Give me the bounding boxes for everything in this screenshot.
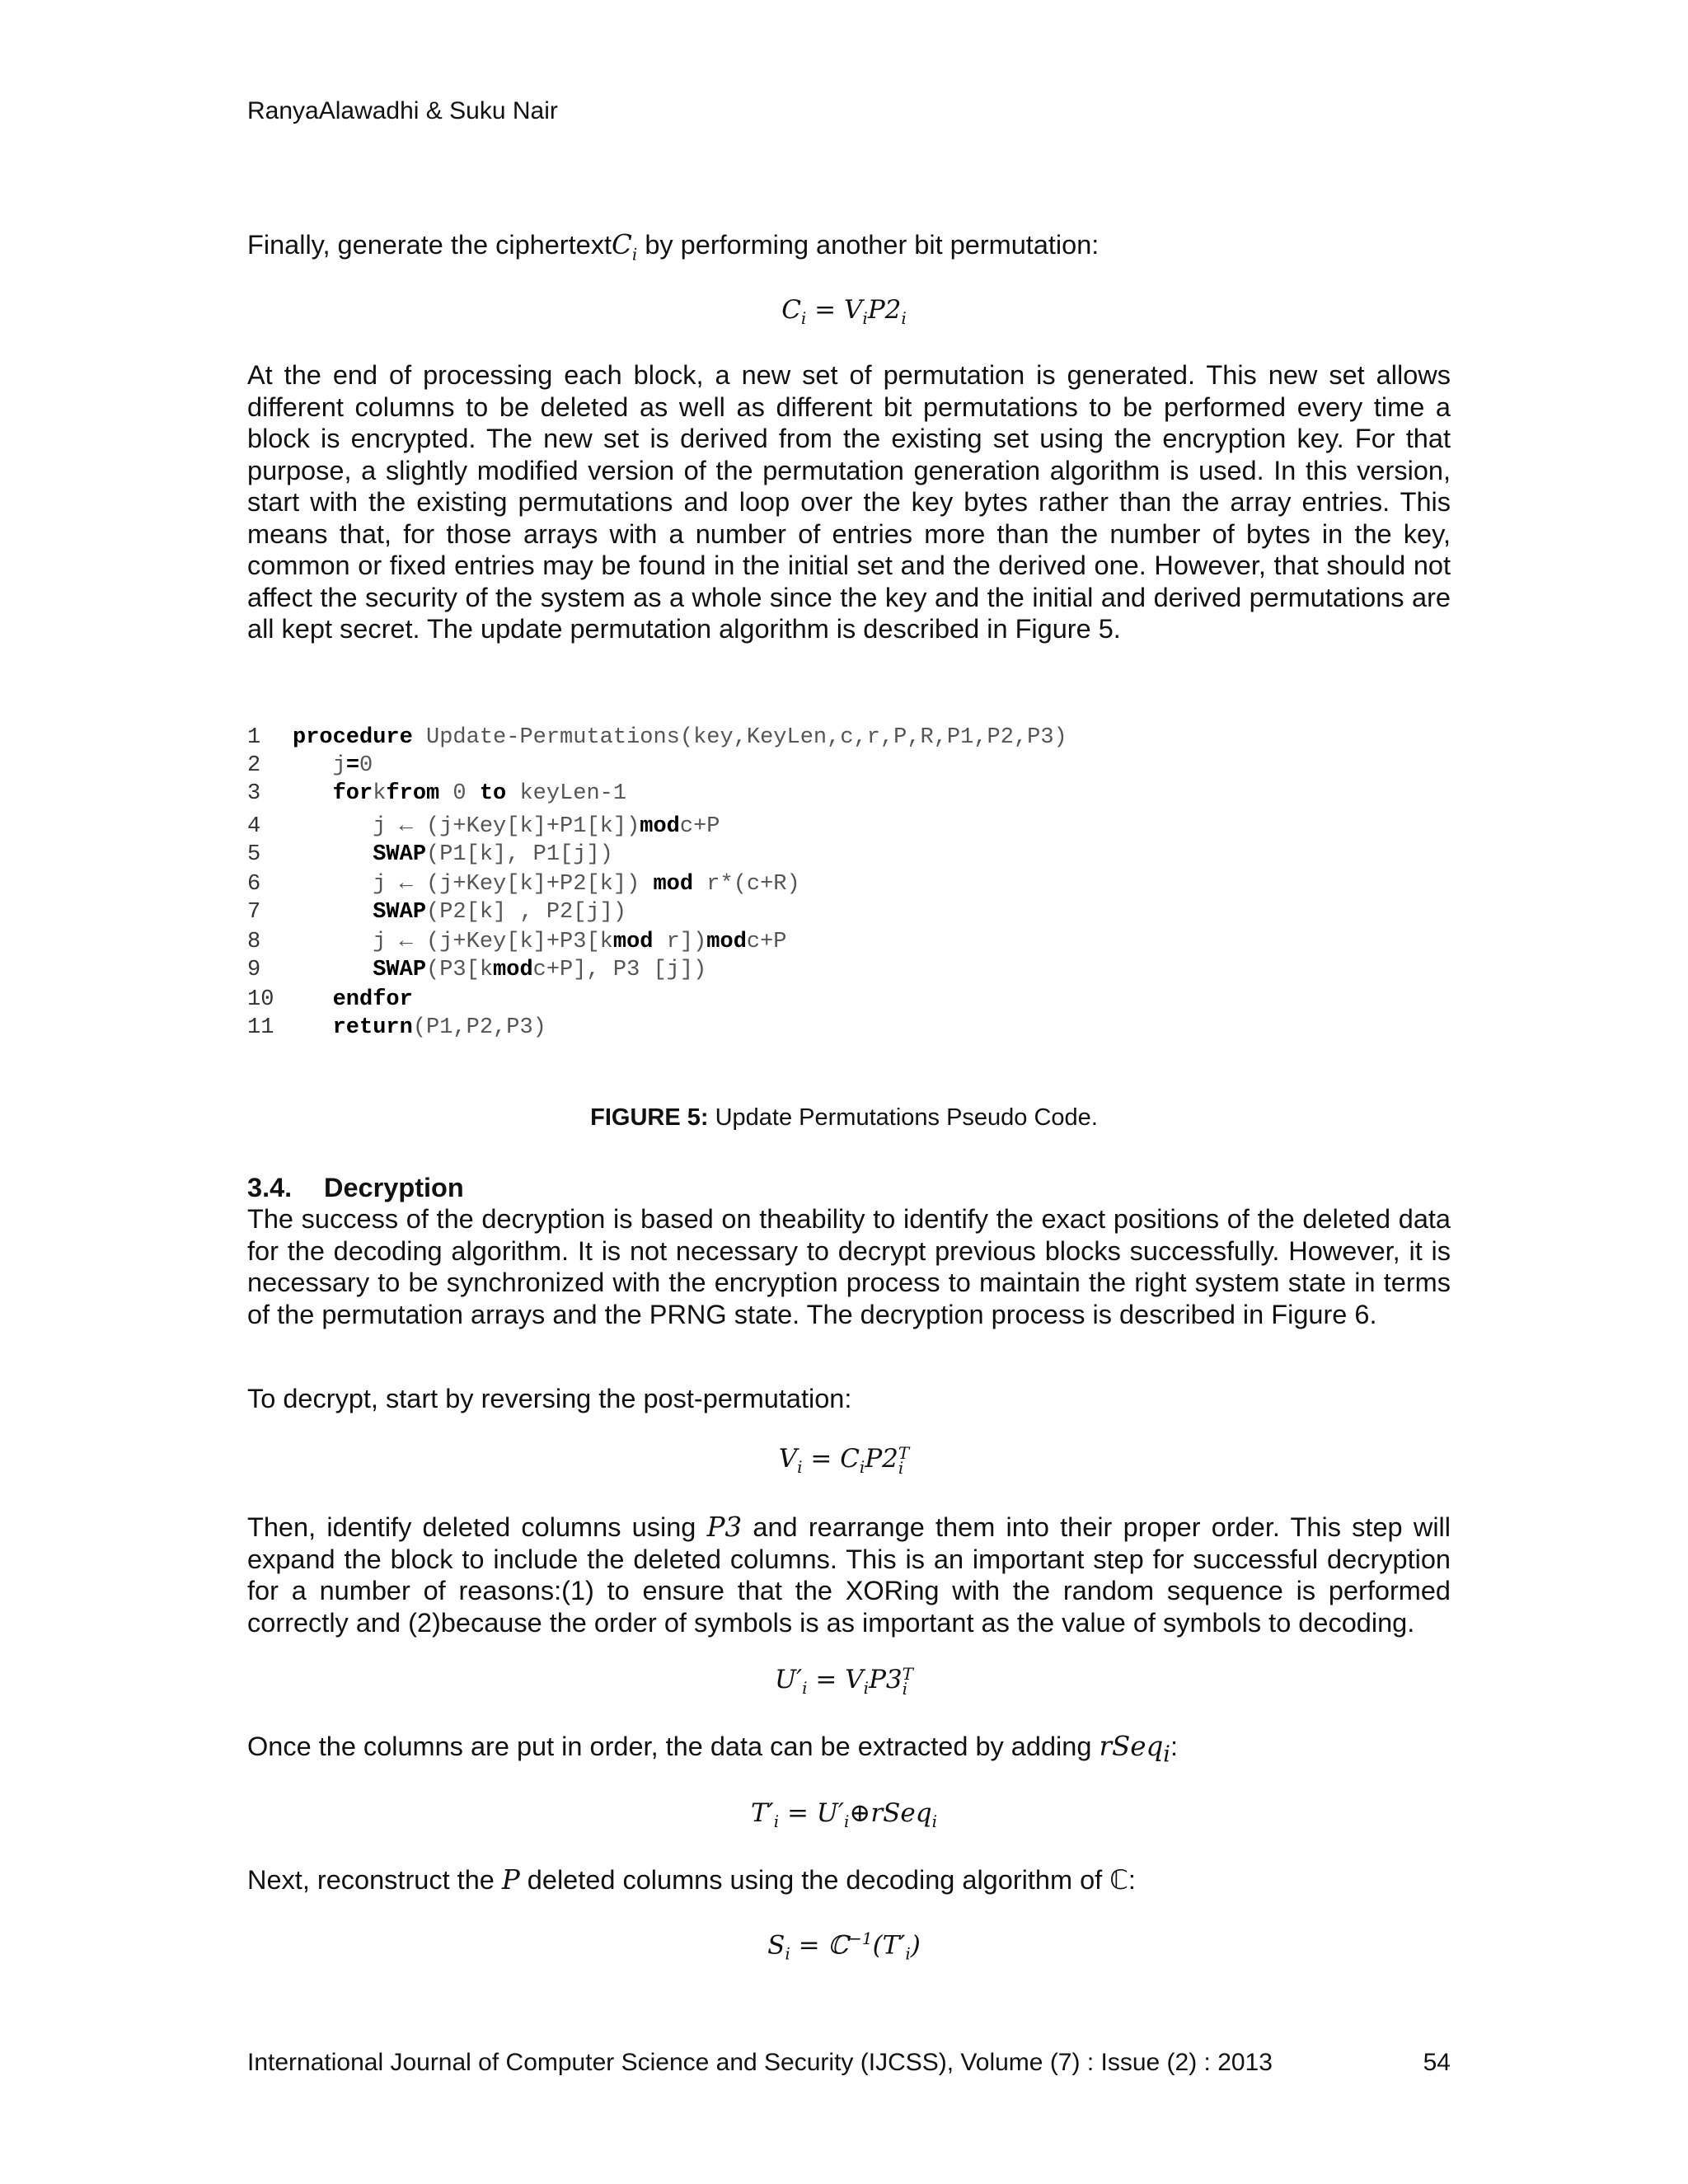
code-keyword: endfor bbox=[332, 987, 413, 1012]
code-line-number: 11 bbox=[247, 1015, 274, 1040]
code-text: c+P bbox=[679, 814, 720, 839]
code-line-number: 1 bbox=[247, 725, 261, 750]
equation-ciphertext: $C_i = V_iP2_i$ bbox=[781, 295, 907, 329]
code-line-number: 8 bbox=[247, 930, 261, 954]
paragraph-update-permutations: At the end of processing each block, a new set of permutation is generated. This new set allows different columns to be deleted as well as different bit permutations to be performed every time a block is encrypted. The new set is derived from the existing set using the encryption key. For that purpose, a slightly modified version of the permutation generation algorithm is used. In this version, start with the existing permutations and loop over the key bytes rather than the array entries. This means that, for those arrays with a number of entries more than the number of bytes in the key, common or fixed entries may be found in the initial set and the derived one. However, that should not affect the security of the system as a whole since the key and the initial and derived permutations are all kept secret. The update permutation algorithm is described in Figure 5. bbox=[247, 360, 1451, 644]
code-keyword: to bbox=[479, 781, 507, 806]
code-keyword: = bbox=[345, 753, 360, 778]
code-line-number: 7 bbox=[247, 900, 261, 925]
code-line-number: 4 bbox=[247, 814, 261, 839]
code-text: (P2[k] , P2[j]) bbox=[426, 900, 627, 925]
code-text: (P3[k bbox=[426, 958, 494, 982]
intro-text: Finally, generate the ciphertext bbox=[247, 230, 612, 260]
code-line-text bbox=[293, 724, 1067, 752]
code-line bbox=[247, 870, 1236, 898]
code-line-text bbox=[293, 870, 800, 898]
code-line-text bbox=[293, 813, 720, 841]
intro-line bbox=[247, 229, 1451, 270]
code-text bbox=[293, 987, 333, 1012]
code-keyword: procedure bbox=[293, 725, 413, 750]
paragraph-extract: Once the columns are put in order, the data can be extracted by adding rSeq$_i$: bbox=[247, 1731, 1178, 1768]
code-line-number: 5 bbox=[247, 842, 261, 867]
equation-reverse-permutation: $V_i = C_iP2$ T i bbox=[778, 1442, 910, 1478]
code-line-text bbox=[293, 752, 373, 780]
code-line bbox=[247, 780, 1236, 808]
code-line-number: 2 bbox=[247, 753, 261, 778]
running-header: RanyaAlawadhi & Suku Nair bbox=[247, 97, 558, 124]
code-line-text bbox=[293, 986, 413, 1014]
code-line bbox=[247, 986, 1236, 1014]
code-keyword: mod bbox=[653, 872, 694, 897]
code-keyword: mod bbox=[706, 930, 747, 954]
code-line bbox=[247, 841, 1236, 869]
code-line-text bbox=[293, 1014, 546, 1042]
intro-text-after: by performing another bit permutation: bbox=[637, 230, 1100, 260]
figure-caption-text: Update Permutations Pseudo Code. bbox=[708, 1104, 1098, 1131]
code-text: keyLen-1 bbox=[506, 781, 627, 806]
code-line-number: 6 bbox=[247, 872, 261, 897]
code-text: (P1[k], P1[j]) bbox=[426, 842, 613, 867]
code-text: j ← (j+Key[k]+P3[k bbox=[293, 930, 613, 954]
code-keyword: return bbox=[332, 1015, 413, 1040]
section-title: Decryption bbox=[324, 1173, 464, 1202]
code-text: c+P bbox=[746, 930, 787, 954]
equation-decode: $S_i$ = $ℂ^{-1}(T'_i)$ bbox=[767, 1929, 921, 1964]
code-text: 0 bbox=[359, 753, 373, 778]
paragraph-reverse: To decrypt, start by reversing the post-permutation: bbox=[247, 1384, 852, 1413]
code-text: (P1,P2,P3) bbox=[412, 1015, 546, 1040]
paragraph-deleted-columns: Then, identify deleted columns using P3 and rearrange them into their proper order. This step will expand the block to include the deleted columns. This is an important step for successful decryption for a number of reasons:(1) to ensure that the XORing with the random sequence is performed correctly and (2)because the order of symbols is as important as the value of symbols to decoding. bbox=[247, 1511, 1451, 1638]
intro-symbol: $C_i$ bbox=[612, 229, 638, 265]
code-line bbox=[247, 898, 1236, 926]
code-text: r]) bbox=[653, 930, 707, 954]
figure-caption bbox=[0, 1104, 1688, 1132]
code-text: j ← (j+Key[k]+P1[k]) bbox=[293, 814, 640, 839]
code-line-text bbox=[293, 898, 626, 926]
code-keyword: SWAP bbox=[373, 842, 427, 867]
equation-xor: $T'_i$ = $U'_i\oplus rSeq_i$ bbox=[750, 1798, 938, 1832]
figure-label: FIGURE 5: bbox=[590, 1104, 709, 1131]
code-text: r*(c+R) bbox=[693, 872, 800, 897]
code-text: k bbox=[373, 781, 387, 806]
code-line-text bbox=[293, 780, 626, 808]
code-line bbox=[247, 813, 1236, 841]
code-keyword: mod bbox=[612, 930, 654, 954]
code-text bbox=[293, 900, 373, 925]
equation-expand: $U'_i = V_iP3$ T i bbox=[775, 1663, 913, 1699]
code-keyword: mod bbox=[640, 814, 680, 839]
rseq-symbol: rSeq$_i$ bbox=[1099, 1731, 1170, 1768]
code-line bbox=[247, 956, 1236, 984]
p-symbol: P bbox=[501, 1864, 520, 1896]
code-keyword: from bbox=[386, 781, 440, 806]
code-line bbox=[247, 724, 1236, 752]
code-text: c+P], P3 [j]) bbox=[532, 958, 707, 982]
code-line-number: 9 bbox=[247, 958, 261, 982]
p3-symbol: P3 bbox=[706, 1511, 743, 1543]
page-number: 54 bbox=[1423, 2049, 1451, 2076]
code-text bbox=[293, 1015, 333, 1040]
code-line bbox=[247, 752, 1236, 780]
code-line-number: 3 bbox=[247, 781, 261, 806]
code-line bbox=[247, 928, 1236, 956]
code-line-number: 10 bbox=[247, 987, 274, 1012]
code-keyword: for bbox=[332, 781, 373, 806]
section-number: 3.4. bbox=[247, 1173, 293, 1202]
code-line bbox=[247, 1014, 1236, 1042]
paragraph-decryption: The success of the decryption is based on theability to identify the exact positions of the deleted data for the decoding algorithm. It is not necessary to decrypt previous blocks successfully. However, it is necessary to be synchronized with the encryption process to maintain the right system state in terms of the permutation arrays and the PRNG state. The decryption process is described in Figure 6. bbox=[247, 1204, 1451, 1329]
code-line-text bbox=[293, 956, 706, 984]
code-text: 0 bbox=[439, 781, 480, 806]
code-text bbox=[293, 781, 333, 806]
code-keyword: SWAP bbox=[373, 900, 427, 925]
code-text: j bbox=[293, 753, 346, 778]
code-text: j ← (j+Key[k]+P2[k]) bbox=[293, 872, 654, 897]
code-text bbox=[293, 958, 373, 982]
section-heading bbox=[247, 1173, 464, 1203]
paragraph-reconstruct: Next, reconstruct the P deleted columns using the decoding algorithm of ℂ: bbox=[247, 1864, 1136, 1896]
code-line-text bbox=[293, 928, 787, 956]
code-keyword: mod bbox=[493, 958, 533, 982]
code-text: Update-Permutations(key,KeyLen,c,r,P,R,P1,P2,P3) bbox=[412, 725, 1067, 750]
code-keyword: SWAP bbox=[373, 958, 427, 982]
code-text bbox=[293, 842, 373, 867]
code-line-text bbox=[293, 841, 613, 869]
footer-journal: International Journal of Computer Science and Security (IJCSS), Volume (7) : Issue (2) : 2013 bbox=[247, 2049, 1273, 2076]
